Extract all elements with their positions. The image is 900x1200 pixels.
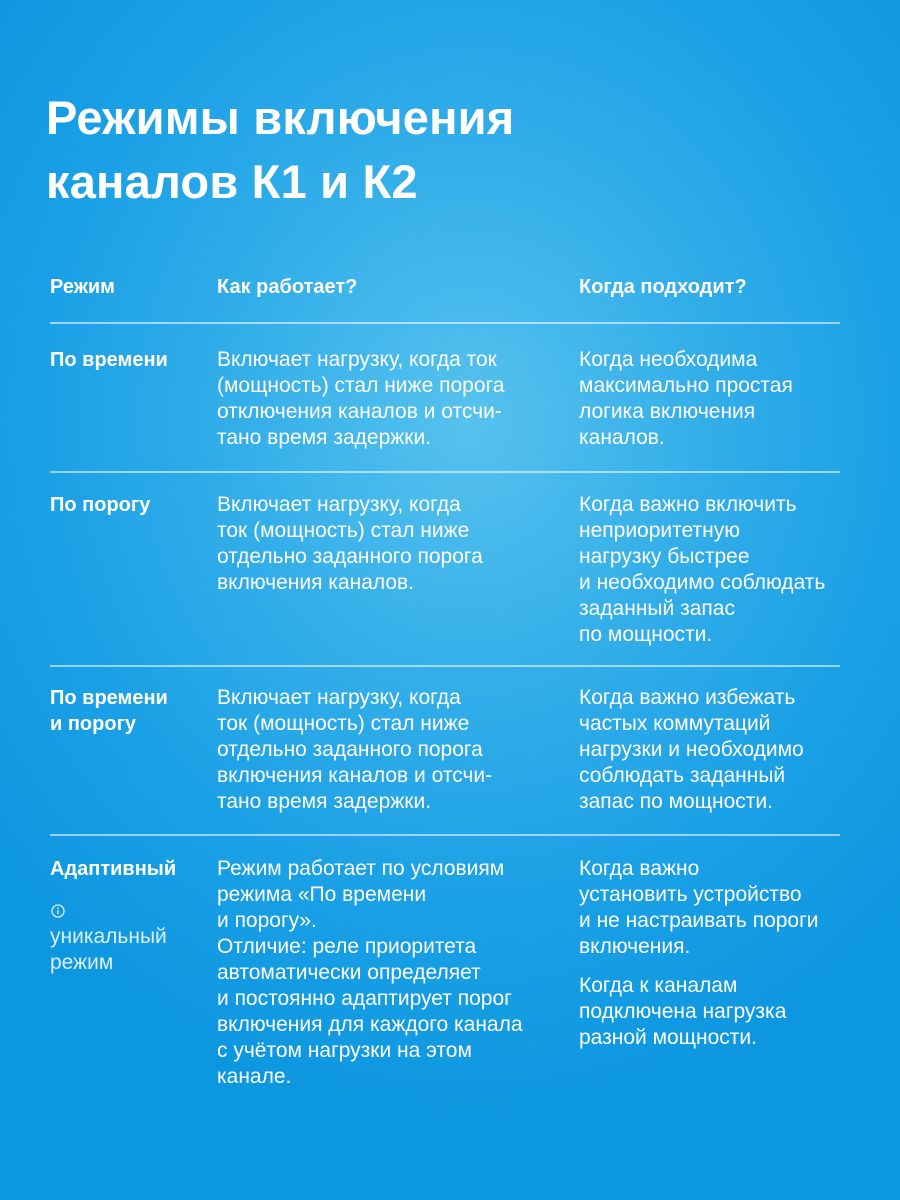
info-icon [51,904,65,918]
row-mode-time-and-threshold: По времени и порогу [50,687,168,735]
row-divider [50,834,840,836]
row-when-adaptive: Когда важно установить устройство и не настраивать пороги включения. [579,857,819,958]
row-divider [50,665,840,667]
column-header-mode: Режим [50,276,115,298]
row-when-time-and-threshold: Когда важно избежать частых коммутаций нагрузки и необходимо соблюдать заданный запас по мощности. [579,686,804,813]
row-how-time: Включает нагрузку, когда ток (мощность) стал ниже порога отключения каналов и отсчи- тано время задержки. [217,348,505,449]
row-how-threshold: Включает нагрузку, когда ток (мощность) стал ниже отдельно заданного порога включения каналов. [217,493,483,594]
title-line-1: Режимы включения [46,91,515,144]
row-divider [50,322,840,324]
row-mode-adaptive: Адаптивный [50,858,177,880]
row-when-threshold: Когда важно включить неприоритетную нагрузку быстрее и необходимо соблюдать заданный запас по мощности. [579,493,826,646]
row-when-adaptive-extra: Когда к каналам подключена нагрузка разной мощности. [579,974,787,1049]
column-header-when: Когда подходит? [579,276,747,298]
row-divider [50,471,840,473]
row-mode-threshold: По порогу [50,494,151,516]
row-how-time-and-threshold: Включает нагрузку, когда ток (мощность) стал ниже отдельно заданного порога включения каналов и отсчи- тано время задержки. [217,686,493,813]
row-when-time: Когда необходима максимально простая логика включения каналов. [579,348,793,449]
row-mode-time: По времени [50,349,168,371]
adaptive-note-text: уникальный режим [50,925,167,974]
row-how-adaptive: Режим работает по условиям режима «По времени и порогу». Отличие: реле приоритета автоматически определяет и постоянно адаптирует порог включения для каждого канала с учётом нагрузки на этом канале. [217,857,523,1088]
adaptive-note [50,904,167,976]
page-title [46,86,806,214]
column-header-how: Как работает? [217,276,358,298]
title-line-2: каналов К1 и К2 [46,155,418,208]
